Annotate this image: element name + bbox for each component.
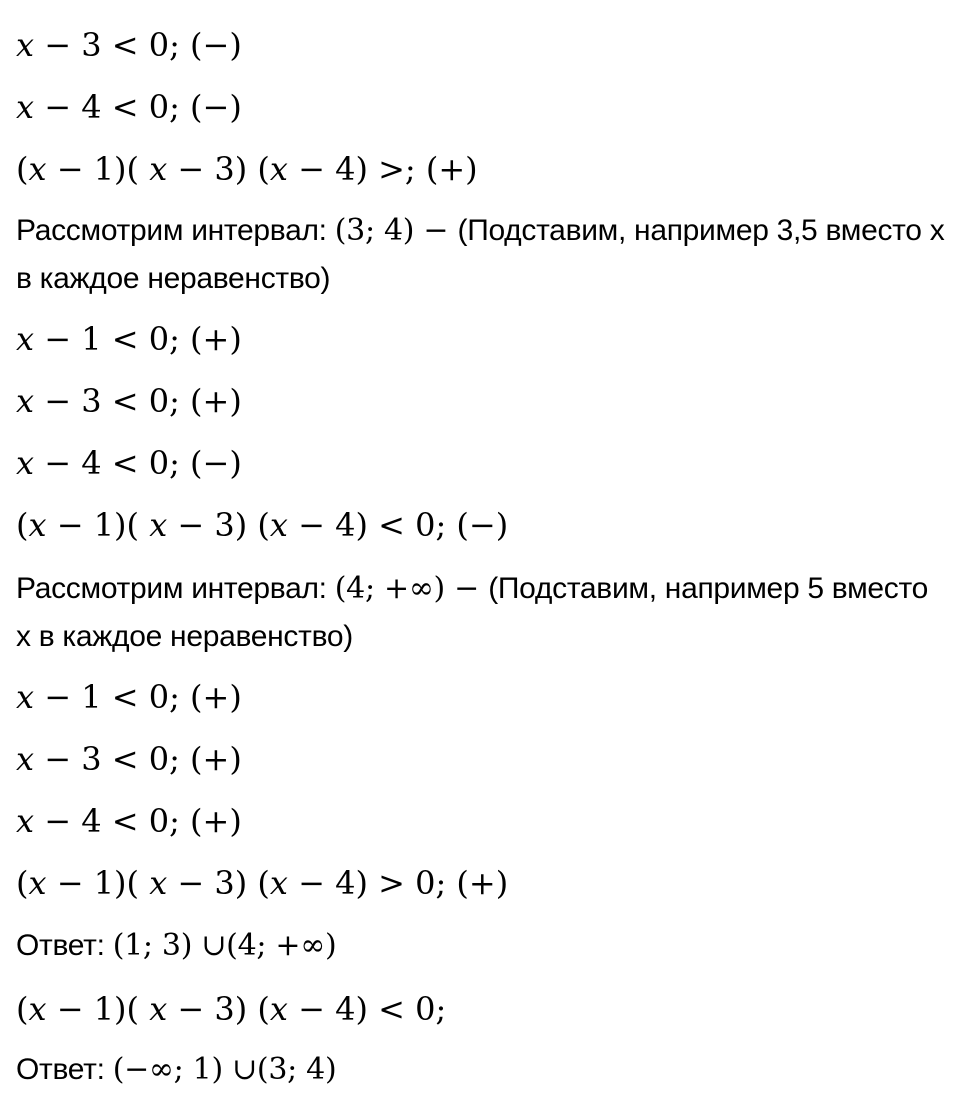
inequality-line: 𝑥 − 3 < 0; (+) [16, 382, 242, 420]
paragraph-lead: Рассмотрим интервал: [16, 214, 335, 247]
paragraph-lead: Рассмотрим интервал: [16, 572, 335, 605]
answer-label: Ответ: [16, 1053, 113, 1086]
product-sign-line: (𝑥 − 1)( 𝑥 − 3) (𝑥 − 4) < 0; (−) [16, 506, 509, 544]
paragraph-note: (Подставим, например 5 вместо х в каждое неравенство) [16, 572, 928, 653]
inequality-line: 𝑥 − 1 < 0; (+) [16, 320, 242, 358]
inequality-line: 𝑥 − 4 < 0; (−) [16, 88, 242, 126]
inequality-line: 𝑥 − 3 < 0; (+) [16, 740, 242, 778]
interval-notation: (3; 4) − [334, 213, 458, 248]
inequality-line: 𝑥 − 3 < 0; (−) [16, 26, 242, 64]
product-sign-line: (𝑥 − 1)( 𝑥 − 3) (𝑥 − 4) >; (+) [16, 150, 478, 188]
inequality-line: 𝑥 − 1 < 0; (+) [16, 678, 242, 716]
product-sign-line: (𝑥 − 1)( 𝑥 − 3) (𝑥 − 4) > 0; (+) [16, 864, 509, 902]
answer-value: (1; 3) ∪(4; +∞) [112, 928, 337, 963]
inequality-line: 𝑥 − 4 < 0; (+) [16, 802, 242, 840]
answer-value: (−∞; 1) ∪(3; 4) [112, 1052, 337, 1087]
paragraph-note: (Подставим, например 3,5 вместо х в каждое неравенство) [16, 214, 945, 295]
answer-line [16, 928, 336, 963]
answer-label: Ответ: [16, 929, 113, 962]
interval-paragraph [16, 565, 946, 661]
answer-line [16, 1052, 336, 1087]
inequality-line: 𝑥 − 4 < 0; (−) [16, 444, 242, 482]
product-sign-line: (𝑥 − 1)( 𝑥 − 3) (𝑥 − 4) < 0; [16, 990, 447, 1028]
interval-notation: (4; +∞) − [334, 571, 489, 606]
interval-paragraph [16, 207, 946, 303]
